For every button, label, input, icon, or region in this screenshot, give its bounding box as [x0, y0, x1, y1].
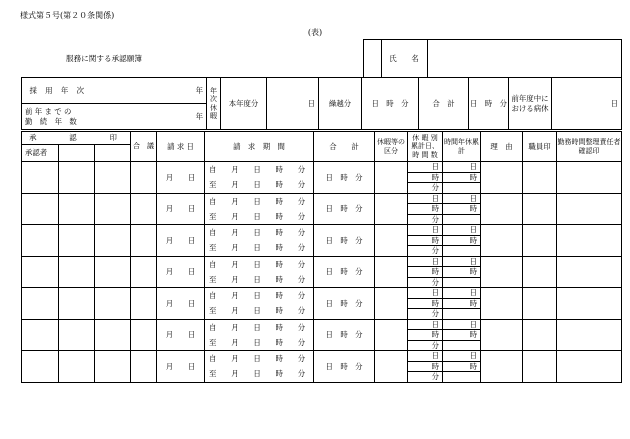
consultation-cell[interactable]: [131, 288, 157, 320]
prev-sick-leave-days: 日: [552, 78, 622, 130]
cumulative-minutes: 分: [408, 246, 443, 257]
prev-sick-leave-label: [509, 78, 552, 130]
cumulative-hours: 時: [408, 204, 443, 215]
work-hours-confirm-header: 勤務時間整理責任者確認印: [557, 132, 622, 162]
cumulative-minutes: 分: [408, 183, 443, 194]
hourly-cumulative-days: 日: [443, 162, 481, 173]
approver-cell[interactable]: [22, 256, 59, 288]
approval-seal-cell[interactable]: [59, 288, 95, 320]
cumulative-minutes: 分: [408, 214, 443, 225]
leave-type-cell[interactable]: [375, 193, 408, 225]
request-period-cell[interactable]: [205, 319, 314, 351]
cumulative-days: 日: [408, 319, 443, 330]
prior-service-line2: 勤 続 年 数: [25, 116, 77, 126]
hourly-cumulative-hours: 時: [443, 330, 481, 341]
period-from: 自 月 日 時 分: [209, 291, 306, 301]
title-table: [21, 39, 622, 78]
consultation-cell[interactable]: [131, 319, 157, 351]
hourly-leave-cumulative-header: 時間年休累計: [443, 132, 481, 162]
approval-seal-cell[interactable]: [95, 288, 131, 320]
cumulative-minutes: 分: [408, 340, 443, 351]
hourly-cumulative-days: 日: [443, 319, 481, 330]
ledger-row: [22, 288, 622, 299]
reason-cell[interactable]: [481, 225, 523, 257]
ledger-row: [22, 319, 622, 330]
period-total-cell[interactable]: 日 時 分: [314, 193, 375, 225]
staff-seal-cell[interactable]: [523, 288, 557, 320]
approval-seal-cell[interactable]: [59, 162, 95, 194]
request-period-cell[interactable]: [205, 193, 314, 225]
cumulative-minutes: 分: [408, 277, 443, 288]
hourly-cumulative-blank: [443, 309, 481, 320]
request-date-cell[interactable]: 月 日: [157, 162, 205, 194]
request-date-cell[interactable]: 月 日: [157, 225, 205, 257]
request-date-cell[interactable]: 月 日: [157, 288, 205, 320]
leave-type-cell[interactable]: [375, 225, 408, 257]
ledger-row: [22, 351, 622, 362]
reason-cell[interactable]: [481, 288, 523, 320]
approver-header: 承認者: [22, 145, 59, 162]
form-number: 様式第５号(第２０条関係): [20, 11, 115, 20]
confirm-seal-cell[interactable]: [557, 225, 622, 257]
request-period-cell[interactable]: [205, 225, 314, 257]
request-period-cell[interactable]: [205, 288, 314, 320]
prior-service-label: [22, 104, 95, 130]
ledger-row: [22, 225, 622, 236]
hourly-cumulative-blank: [443, 214, 481, 225]
leave-type-cell[interactable]: [375, 256, 408, 288]
carry-over-value: 日 時 分: [362, 78, 419, 130]
request-period-cell[interactable]: [205, 256, 314, 288]
cumulative-days: 日: [408, 351, 443, 362]
period-total-cell[interactable]: 日 時 分: [314, 162, 375, 194]
hourly-cumulative-blank: [443, 372, 481, 383]
period-to: 至 月 日 時 分: [209, 274, 306, 284]
hourly-cumulative-hours: 時: [443, 235, 481, 246]
cumulative-days: 日: [408, 288, 443, 299]
reason-cell[interactable]: [481, 351, 523, 383]
ledger-row: [22, 256, 622, 267]
cumulative-minutes: 分: [408, 372, 443, 383]
hourly-cumulative-blank: [443, 340, 481, 351]
cumulative-hours: 時: [408, 235, 443, 246]
prev-sick-leave-line1: 前年度中に: [511, 94, 549, 104]
approval-seal-cell[interactable]: [95, 162, 131, 194]
consultation-cell[interactable]: [131, 162, 157, 194]
approval-seal-blank-2: [95, 145, 131, 162]
approval-seal-cell[interactable]: [95, 256, 131, 288]
hire-year-unit: 年: [95, 78, 207, 104]
cumulative-hours: 時: [408, 298, 443, 309]
request-date-header: 請 求 日: [157, 132, 205, 162]
hourly-cumulative-days: 日: [443, 225, 481, 236]
confirm-seal-cell[interactable]: [557, 256, 622, 288]
cumulative-hours: 時: [408, 172, 443, 183]
annual-leave-label: 年次休暇: [207, 78, 221, 130]
period-from: 自 月 日 時 分: [209, 165, 306, 175]
leave-summary-table: [21, 77, 622, 130]
request-period-header: 請 求 期 間: [205, 132, 314, 162]
confirm-seal-cell[interactable]: [557, 319, 622, 351]
approval-seal-cell[interactable]: [59, 225, 95, 257]
period-from: 自 月 日 時 分: [209, 259, 306, 269]
this-year-share-days: 日: [267, 78, 319, 130]
period-total-cell[interactable]: 日 時 分: [314, 225, 375, 257]
leave-type-cell[interactable]: [375, 288, 408, 320]
reason-cell[interactable]: [481, 319, 523, 351]
consultation-cell[interactable]: [131, 256, 157, 288]
total-header: 合 計: [314, 132, 375, 162]
confirm-seal-cell[interactable]: [557, 193, 622, 225]
period-to: 至 月 日 時 分: [209, 243, 306, 253]
cumulative-days: 日: [408, 256, 443, 267]
hourly-cumulative-days: 日: [443, 351, 481, 362]
leave-type-header: 休暇等の区分: [375, 132, 408, 162]
staff-seal-cell[interactable]: [523, 256, 557, 288]
hourly-cumulative-hours: 時: [443, 204, 481, 215]
period-total-cell[interactable]: 日 時 分: [314, 351, 375, 383]
period-total-cell[interactable]: 日 時 分: [314, 256, 375, 288]
period-to: 至 月 日 時 分: [209, 180, 306, 190]
carry-over-label: 繰越分: [319, 78, 362, 130]
cumulative-hours: 時: [408, 361, 443, 372]
approval-seal-cell[interactable]: [59, 351, 95, 383]
consultation-cell[interactable]: [131, 193, 157, 225]
staff-seal-header: 職員印: [523, 132, 557, 162]
cumulative-days: 日: [408, 162, 443, 173]
reason-header: 理 由: [481, 132, 523, 162]
hourly-cumulative-blank: [443, 183, 481, 194]
approver-cell[interactable]: [22, 351, 59, 383]
reason-cell[interactable]: [481, 256, 523, 288]
hourly-cumulative-hours: 時: [443, 298, 481, 309]
name-label: 氏 名: [381, 40, 427, 78]
confirm-seal-cell[interactable]: [557, 162, 622, 194]
staff-seal-cell[interactable]: [523, 225, 557, 257]
hourly-cumulative-hours: 時: [443, 361, 481, 372]
hourly-cumulative-blank: [443, 246, 481, 257]
reason-cell[interactable]: [481, 162, 523, 194]
hourly-cumulative-hours: 時: [443, 267, 481, 278]
leave-type-cell[interactable]: [375, 351, 408, 383]
request-period-cell[interactable]: [205, 162, 314, 194]
staff-seal-cell[interactable]: [523, 319, 557, 351]
request-date-cell[interactable]: 月 日: [157, 319, 205, 351]
approval-seal-cell[interactable]: [95, 193, 131, 225]
request-ledger-table: [21, 131, 622, 383]
approval-seal-header: 承 認 印: [22, 132, 131, 145]
staff-seal-cell[interactable]: [523, 162, 557, 194]
approver-cell[interactable]: [22, 319, 59, 351]
period-total-cell[interactable]: 日 時 分: [314, 319, 375, 351]
ledger-row: [22, 162, 622, 173]
approval-seal-cell[interactable]: [59, 319, 95, 351]
approver-cell[interactable]: [22, 288, 59, 320]
consultation-header: 合 議: [131, 132, 157, 162]
cumulative-by-type-header: 休 暇 別 累計日、時 間 数: [408, 132, 443, 162]
approval-seal-cell[interactable]: [95, 351, 131, 383]
reason-cell[interactable]: [481, 193, 523, 225]
prior-service-line1: 前 年 ま で の: [25, 107, 72, 117]
hourly-cumulative-blank: [443, 277, 481, 288]
cumulative-minutes: 分: [408, 309, 443, 320]
period-to: 至 月 日 時 分: [209, 369, 306, 379]
hourly-cumulative-days: 日: [443, 193, 481, 204]
leave-type-cell[interactable]: [375, 162, 408, 194]
period-total-cell[interactable]: 日 時 分: [314, 288, 375, 320]
hire-year-label: 採 用 年 次: [22, 78, 95, 104]
approval-seal-cell[interactable]: [59, 193, 95, 225]
confirm-seal-cell[interactable]: [557, 351, 622, 383]
title-spacer-cell: [363, 40, 381, 78]
cumulative-hours: 時: [408, 330, 443, 341]
consultation-cell[interactable]: [131, 351, 157, 383]
name-field[interactable]: [427, 40, 621, 78]
consultation-cell[interactable]: [131, 225, 157, 257]
approval-seal-blank-1: [59, 145, 95, 162]
period-from: 自 月 日 時 分: [209, 196, 306, 206]
cumulative-days: 日: [408, 193, 443, 204]
total-label: 合 計: [419, 78, 469, 130]
approver-cell[interactable]: [22, 225, 59, 257]
period-from: 自 月 日 時 分: [209, 228, 306, 238]
request-date-cell[interactable]: 月 日: [157, 193, 205, 225]
hourly-cumulative-days: 日: [443, 288, 481, 299]
this-year-share-label: 本年度分: [221, 78, 267, 130]
approval-seal-cell[interactable]: [95, 319, 131, 351]
ledger-row: [22, 193, 622, 204]
staff-seal-cell[interactable]: [523, 193, 557, 225]
cumulative-days: 日: [408, 225, 443, 236]
staff-seal-cell[interactable]: [523, 351, 557, 383]
approval-seal-cell[interactable]: [59, 256, 95, 288]
form-title: 服務に関する承認願簿: [21, 40, 363, 78]
approver-cell[interactable]: [22, 162, 59, 194]
period-to: 至 月 日 時 分: [209, 306, 306, 316]
request-date-cell[interactable]: 月 日: [157, 256, 205, 288]
total-value: 日 時 分: [469, 78, 509, 130]
confirm-seal-cell[interactable]: [557, 288, 622, 320]
hourly-cumulative-hours: 時: [443, 172, 481, 183]
prev-sick-leave-line2: おける病休: [511, 103, 549, 113]
prior-service-unit: 年: [95, 104, 207, 130]
leave-type-cell[interactable]: [375, 319, 408, 351]
request-date-cell[interactable]: 月 日: [157, 351, 205, 383]
period-from: 自 月 日 時 分: [209, 322, 306, 332]
sheet-side-label: (表): [307, 28, 323, 37]
approval-seal-cell[interactable]: [95, 225, 131, 257]
approver-cell[interactable]: [22, 193, 59, 225]
request-period-cell[interactable]: [205, 351, 314, 383]
period-to: 至 月 日 時 分: [209, 337, 306, 347]
cumulative-hours: 時: [408, 267, 443, 278]
period-to: 至 月 日 時 分: [209, 211, 306, 221]
hourly-cumulative-days: 日: [443, 256, 481, 267]
period-from: 自 月 日 時 分: [209, 354, 306, 364]
